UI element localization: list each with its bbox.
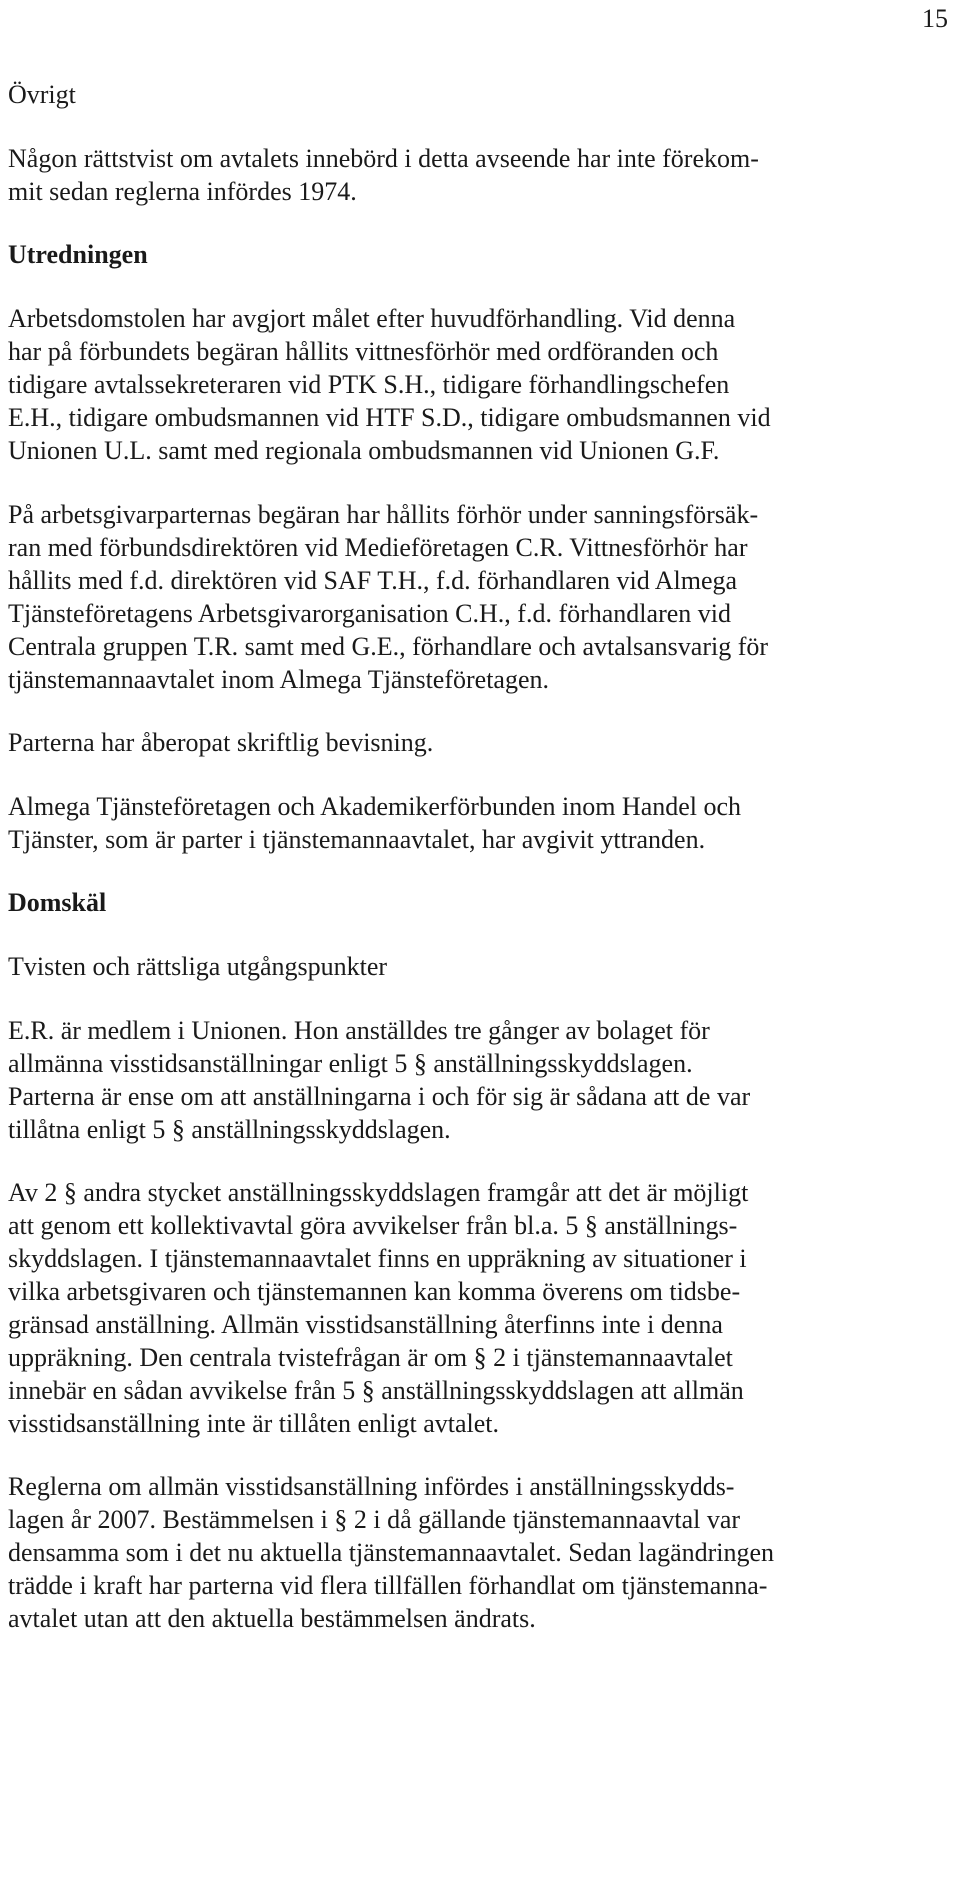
text-line: innebär en sådan avvikelse från 5 § anställningsskyddslagen att allmän: [8, 1376, 744, 1405]
text-line: På arbetsgivarparternas begäran har hållits förhör under sanningsförsäk-: [8, 500, 759, 529]
text-line: trädde i kraft har parterna vid flera tillfällen förhandlat om tjänstemanna-: [8, 1571, 768, 1600]
text-line: gränsad anställning. Allmän visstidsanställning återfinns inte i denna: [8, 1310, 723, 1339]
text-line: Tjänsteföretagens Arbetsgivarorganisation C.H., f.d. förhandlaren vid: [8, 599, 731, 628]
text-line: Parterna är ense om att anställningarna i och för sig är sådana att de var: [8, 1082, 751, 1111]
text-line: Av 2 § andra stycket anställningsskyddslagen framgår att det är möjligt: [8, 1178, 749, 1207]
text-line: E.H., tidigare ombudsmannen vid HTF S.D., tidigare ombudsmannen vid: [8, 403, 771, 432]
text-line: Almega Tjänsteföretagen och Akademikerförbunden inom Handel och: [8, 792, 742, 821]
paragraph-reglerna: [8, 1470, 952, 1635]
text-line: Tvisten och rättsliga utgångspunkter: [8, 952, 388, 981]
heading-tvisten: [8, 950, 952, 983]
text-line: skyddslagen. I tjänstemannaavtalet finns en uppräkning av situationer i: [8, 1244, 747, 1273]
text-line: Övrigt: [8, 80, 76, 109]
text-line: Centrala gruppen T.R. samt med G.E., förhandlare och avtalsansvarig för: [8, 632, 769, 661]
text-line: hållits med f.d. direktören vid SAF T.H., f.d. förhandlaren vid Almega: [8, 566, 738, 595]
text-line: att genom ett kollektivavtal göra avvikelser från bl.a. 5 § anställnings-: [8, 1211, 738, 1240]
paragraph-ovrigt: [8, 142, 952, 208]
heading-ovrigt: [8, 78, 952, 111]
text-line: visstidsanställning inte är tillåten enligt avtalet.: [8, 1409, 500, 1438]
text-line: E.R. är medlem i Unionen. Hon anställdes tre gånger av bolaget för: [8, 1016, 710, 1045]
text-line: uppräkning. Den centrala tvistefrågan är om § 2 i tjänstemannaavtalet: [8, 1343, 733, 1372]
text-line: tidigare avtalssekreteraren vid PTK S.H., tidigare förhandlingschefen: [8, 370, 730, 399]
text-line: lagen år 2007. Bestämmelsen i § 2 i då gällande tjänstemannaavtal var: [8, 1505, 741, 1534]
text-line: tillåtna enligt 5 § anställningsskyddslagen.: [8, 1115, 451, 1144]
text-line: Arbetsdomstolen har avgjort målet efter huvudförhandling. Vid denna: [8, 304, 736, 333]
paragraph-vittnesforhor: [8, 302, 952, 467]
text-line: har på förbundets begäran hållits vittnesförhör med ordföranden och: [8, 337, 719, 366]
text-line: Domskäl: [8, 888, 107, 917]
paragraph-avvikelse: [8, 1176, 952, 1440]
text-line: Parterna har åberopat skriftlig bevisning.: [8, 728, 434, 757]
paragraph-bevisning: [8, 726, 952, 759]
text-line: Utredningen: [8, 240, 148, 269]
heading-domskal: [8, 886, 952, 919]
text-line: ran med förbundsdirektören vid Medieföretagen C.R. Vittnesförhör har: [8, 533, 748, 562]
text-line: Någon rättstvist om avtalets innebörd i detta avseende har inte förekom-: [8, 144, 759, 173]
text-line: Reglerna om allmän visstidsanställning infördes i anställningsskydds-: [8, 1472, 735, 1501]
paragraph-yttranden: [8, 790, 952, 856]
text-line: vilka arbetsgivaren och tjänstemannen kan komma överens om tidsbe-: [8, 1277, 741, 1306]
heading-utredningen: [8, 238, 952, 271]
page-number: 15: [922, 4, 948, 33]
text-line: tjänstemannaavtalet inom Almega Tjänsteföretagen.: [8, 665, 549, 694]
text-line: Unionen U.L. samt med regionala ombudsmannen vid Unionen G.F.: [8, 436, 720, 465]
paragraph-anstallningar: [8, 1014, 952, 1146]
text-line: Tjänster, som är parter i tjänstemannaavtalet, har avgivit yttranden.: [8, 825, 706, 854]
text-line: allmänna visstidsanställningar enligt 5 § anställningsskyddslagen.: [8, 1049, 693, 1078]
text-line: densamma som i det nu aktuella tjänstemannaavtalet. Sedan lagändringen: [8, 1538, 775, 1567]
paragraph-sanningsforsakran: [8, 498, 952, 696]
text-line: mit sedan reglerna infördes 1974.: [8, 177, 357, 206]
text-line: avtalet utan att den aktuella bestämmelsen ändrats.: [8, 1604, 536, 1633]
